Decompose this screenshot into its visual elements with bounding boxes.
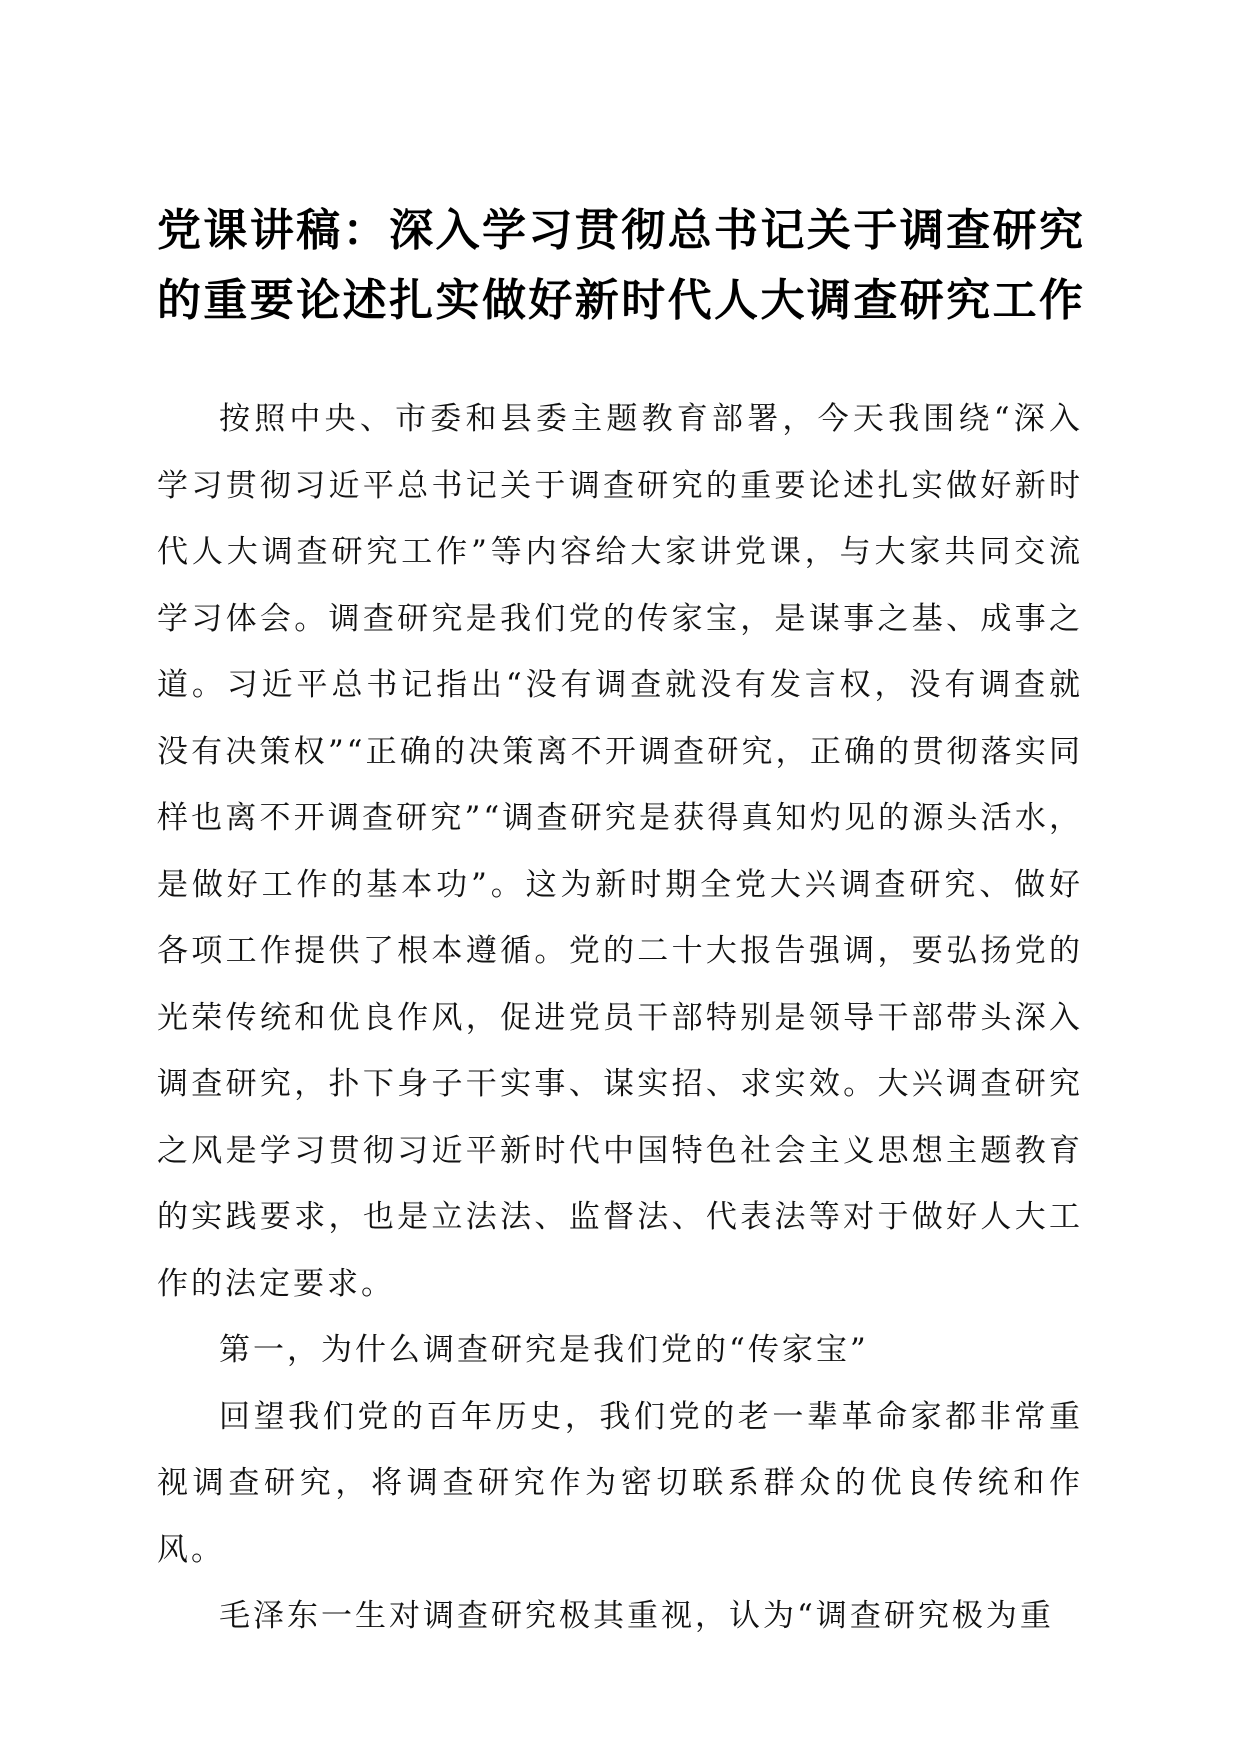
document-title [157, 196, 1083, 336]
document-body [157, 386, 1083, 1650]
paragraph-mao: 毛泽东一生对调查研究极其重视，认为“调查研究极为重 [219, 1598, 1054, 1634]
title-line-2: 的重要论述扎实做好新时代人大调查研究工作 [157, 275, 1083, 326]
paragraph-intro: 按照中央、市委和县委主题教育部署，今天我围绕“深入学习贯彻习近平总书记关于调查研究的重要论述扎实做好新时代人大调查研究工作”等内容给大家讲党课，与大家共同交流学习体会。调查研究是我们党的传家宝，是谋事之基、成事之道。习近平总书记指出“没有调查就没有发言权，没有调查就没有决策权”“正确的决策离不开调查研究，正确的贯彻落实同样也离不开调查研究”“调查研究是获得真知灼见的源头活水，是做好工作的基本功”。这为新时期全党大兴调查研究、做好各项工作提供了根本遵循。党的二十大报告强调，要弘扬党的光荣传统和优良作风，促进党员干部特别是领导干部带头深入调查研究，扑下身子干实事、谋实招、求实效。大兴调查研究之风是学习贯彻习近平新时代中国特色社会主义思想主题教育的实践要求，也是立法法、监督法、代表法等对于做好人大工作的法定要求。 [157, 401, 1083, 1302]
section-heading-first: 第一，为什么调查研究是我们党的“传家宝” [219, 1332, 869, 1368]
title-line-1: 党课讲稿：深入学习贯彻总书记关于调查研究 [157, 205, 1083, 256]
paragraph-history: 回望我们党的百年历史，我们党的老一辈革命家都非常重视调查研究，将调查研究作为密切联系群众的优良传统和作风。 [157, 1398, 1083, 1568]
